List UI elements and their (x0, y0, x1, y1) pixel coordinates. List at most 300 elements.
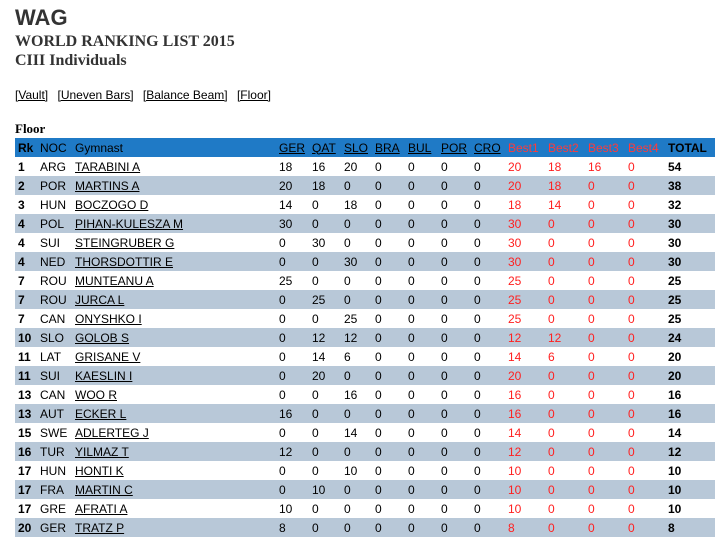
slo-cell: 10 (344, 463, 358, 478)
table-row (15, 404, 715, 423)
noc-cell: ARG (40, 159, 67, 174)
noc-cell: FRA (40, 482, 64, 497)
best3-cell: 0 (588, 501, 595, 516)
section-title: Floor (15, 121, 46, 136)
table-row (15, 423, 715, 442)
best2-cell: 0 (548, 425, 555, 440)
best1-cell: 25 (508, 292, 522, 307)
best2-cell: 18 (548, 178, 562, 193)
gymnast-link-cell[interactable]: GOLOB S (75, 330, 130, 345)
cro-cell: 0 (474, 368, 481, 383)
gymnast-link-cell[interactable]: ADLERTEG J (75, 425, 149, 440)
best3-cell: 0 (588, 197, 595, 212)
total-cell: 10 (668, 501, 682, 516)
col-best3: Best3 (588, 140, 619, 155)
rank-cell: 13 (18, 387, 32, 402)
col-best4: Best4 (628, 140, 659, 155)
por-cell: 0 (441, 520, 448, 535)
total-cell: 32 (668, 197, 682, 212)
por-cell: 0 (441, 178, 448, 193)
por-cell: 0 (441, 311, 448, 326)
noc-cell: ROU (40, 273, 67, 288)
noc-cell: CAN (40, 387, 66, 402)
table-row (15, 461, 715, 480)
ger-cell: 18 (279, 159, 293, 174)
best2-cell: 0 (548, 406, 555, 421)
gymnast-link-cell[interactable]: YILMAZ T (75, 444, 129, 459)
qat-cell: 0 (312, 387, 319, 402)
col-rank[interactable]: Rk (18, 140, 34, 155)
total-cell: 30 (668, 254, 682, 269)
qat-cell: 0 (312, 254, 319, 269)
best1-cell: 8 (508, 520, 515, 535)
qat-cell: 30 (312, 235, 326, 250)
best1-cell: 16 (508, 387, 522, 402)
best2-cell: 0 (548, 368, 555, 383)
bul-cell: 0 (408, 197, 415, 212)
best4-cell: 0 (628, 520, 635, 535)
best1-cell: 30 (508, 216, 522, 231)
rank-cell: 4 (18, 235, 25, 250)
total-cell: 16 (668, 406, 682, 421)
ger-cell: 12 (279, 444, 293, 459)
qat-cell: 0 (312, 311, 319, 326)
cro-cell: 0 (474, 159, 481, 174)
total-cell: 10 (668, 482, 682, 497)
table-row (15, 442, 715, 461)
best3-cell: 0 (588, 425, 595, 440)
qat-cell: 20 (312, 368, 326, 383)
ger-cell: 0 (279, 482, 286, 497)
slo-cell: 14 (344, 425, 358, 440)
gymnast-link-cell[interactable]: KAESLIN I (75, 368, 133, 383)
best3-cell: 0 (588, 254, 595, 269)
slo-cell: 12 (344, 330, 358, 345)
best2-cell: 0 (548, 520, 555, 535)
slo-cell: 0 (344, 178, 351, 193)
col-gymnast[interactable]: Gymnast (75, 140, 124, 155)
bra-cell: 0 (375, 387, 382, 402)
bul-cell: 0 (408, 482, 415, 497)
best2-cell: 12 (548, 330, 562, 345)
ger-cell: 25 (279, 273, 293, 288)
por-cell: 0 (441, 235, 448, 250)
bul-cell: 0 (408, 311, 415, 326)
best1-cell: 10 (508, 463, 522, 478)
gymnast-link-cell[interactable]: MARTINS A (75, 178, 140, 193)
bra-cell: 0 (375, 197, 382, 212)
best1-cell: 10 (508, 501, 522, 516)
col-total: TOTAL (668, 140, 707, 155)
noc-cell: SLO (40, 330, 65, 345)
best3-cell: 0 (588, 330, 595, 345)
table-row (15, 309, 715, 328)
bul-cell: 0 (408, 159, 415, 174)
rank-cell: 13 (18, 406, 32, 421)
rank-cell: 2 (18, 178, 25, 193)
col-cro[interactable]: CRO (474, 140, 501, 155)
qat-cell: 12 (312, 330, 326, 345)
best1-cell: 30 (508, 254, 522, 269)
col-ger[interactable]: GER (279, 140, 306, 155)
total-cell: 30 (668, 235, 682, 250)
total-cell: 25 (668, 273, 682, 288)
best4-cell: 0 (628, 349, 635, 364)
best2-cell: 0 (548, 292, 555, 307)
por-cell: 0 (441, 406, 448, 421)
best4-cell: 0 (628, 501, 635, 516)
ger-cell: 8 (279, 520, 286, 535)
table-row (15, 290, 715, 309)
best3-cell: 0 (588, 273, 595, 288)
best4-cell: 0 (628, 159, 635, 174)
best2-cell: 0 (548, 216, 555, 231)
cro-cell: 0 (474, 425, 481, 440)
rank-cell: 7 (18, 273, 25, 288)
total-cell: 8 (668, 520, 675, 535)
best4-cell: 0 (628, 387, 635, 402)
bul-cell: 0 (408, 425, 415, 440)
gymnast-link-cell[interactable]: THORSDOTTIR E (75, 254, 173, 269)
uneven-bars-link[interactable]: [Uneven Bars] (57, 88, 134, 102)
table-row (15, 328, 715, 347)
best1-cell: 25 (508, 311, 522, 326)
bul-cell: 0 (408, 463, 415, 478)
best3-cell: 0 (588, 216, 595, 231)
bra-cell: 0 (375, 444, 382, 459)
best1-cell: 25 (508, 273, 522, 288)
rank-cell: 3 (18, 197, 25, 212)
best4-cell: 0 (628, 406, 635, 421)
total-cell: 25 (668, 292, 682, 307)
best4-cell: 0 (628, 368, 635, 383)
table-row (15, 195, 715, 214)
por-cell: 0 (441, 273, 448, 288)
best4-cell: 0 (628, 425, 635, 440)
best2-cell: 0 (548, 254, 555, 269)
best2-cell: 0 (548, 501, 555, 516)
best3-cell: 0 (588, 387, 595, 402)
bul-cell: 0 (408, 292, 415, 307)
best1-cell: 12 (508, 444, 522, 459)
best1-cell: 12 (508, 330, 522, 345)
qat-cell: 0 (312, 444, 319, 459)
ger-cell: 0 (279, 425, 286, 440)
best3-cell: 0 (588, 406, 595, 421)
total-cell: 24 (668, 330, 682, 345)
rank-cell: 20 (18, 520, 32, 535)
cro-cell: 0 (474, 444, 481, 459)
por-cell: 0 (441, 292, 448, 307)
noc-cell: SUI (40, 235, 61, 250)
gymnast-link-cell[interactable]: MUNTEANU A (75, 273, 154, 288)
bra-cell: 0 (375, 273, 382, 288)
bra-cell: 0 (375, 330, 382, 345)
ger-cell: 0 (279, 235, 286, 250)
noc-cell: GRE (40, 501, 67, 516)
noc-cell: TUR (40, 444, 65, 459)
cro-cell: 0 (474, 235, 481, 250)
best1-cell: 14 (508, 349, 522, 364)
total-cell: 25 (668, 311, 682, 326)
best3-cell: 0 (588, 235, 595, 250)
qat-cell: 25 (312, 292, 326, 307)
bra-cell: 0 (375, 178, 382, 193)
total-cell: 20 (668, 349, 682, 364)
cro-cell: 0 (474, 520, 481, 535)
best3-cell: 0 (588, 292, 595, 307)
por-cell: 0 (441, 444, 448, 459)
por-cell: 0 (441, 425, 448, 440)
gymnast-link-cell[interactable]: AFRATI A (75, 501, 128, 516)
best2-cell: 0 (548, 463, 555, 478)
col-bul[interactable]: BUL (408, 140, 432, 155)
gymnast-link-cell[interactable]: TRATZ P (75, 520, 125, 535)
best3-cell: 0 (588, 482, 595, 497)
table-row (15, 271, 715, 290)
best1-cell: 18 (508, 197, 522, 212)
por-cell: 0 (441, 482, 448, 497)
slo-cell: 0 (344, 235, 351, 250)
slo-cell: 0 (344, 482, 351, 497)
table-row (15, 347, 715, 366)
por-cell: 0 (441, 254, 448, 269)
rank-cell: 17 (18, 501, 32, 516)
col-qat[interactable]: QAT (312, 140, 336, 155)
cro-cell: 0 (474, 482, 481, 497)
cro-cell: 0 (474, 463, 481, 478)
total-cell: 12 (668, 444, 682, 459)
balance-beam-link[interactable]: [Balance Beam] (142, 88, 228, 102)
por-cell: 0 (441, 501, 448, 516)
bul-cell: 0 (408, 501, 415, 516)
bul-cell: 0 (408, 273, 415, 288)
slo-cell: 0 (344, 501, 351, 516)
slo-cell: 0 (344, 292, 351, 307)
bra-cell: 0 (375, 368, 382, 383)
cro-cell: 0 (474, 406, 481, 421)
gymnast-link-cell[interactable]: JURCA L (75, 292, 125, 307)
slo-cell: 0 (344, 216, 351, 231)
best1-cell: 30 (508, 235, 522, 250)
noc-cell: POL (40, 216, 65, 231)
por-cell: 0 (441, 197, 448, 212)
bra-cell: 0 (375, 463, 382, 478)
qat-cell: 0 (312, 520, 319, 535)
noc-cell: GER (40, 520, 67, 535)
ger-cell: 0 (279, 349, 286, 364)
bul-cell: 0 (408, 368, 415, 383)
bra-cell: 0 (375, 406, 382, 421)
table-row (15, 518, 715, 537)
noc-cell: SUI (40, 368, 61, 383)
gymnast-link-cell[interactable]: WOO R (75, 387, 117, 402)
noc-cell: ROU (40, 292, 67, 307)
por-cell: 0 (441, 463, 448, 478)
best4-cell: 0 (628, 254, 635, 269)
noc-cell: SWE (40, 425, 68, 440)
qat-cell: 0 (312, 463, 319, 478)
best4-cell: 0 (628, 273, 635, 288)
gymnast-link-cell[interactable]: PIHAN-KULESZA M (75, 216, 184, 231)
apparatus-nav (15, 88, 277, 102)
slo-cell: 0 (344, 368, 351, 383)
ger-cell: 16 (279, 406, 293, 421)
ger-cell: 0 (279, 254, 286, 269)
total-cell: 38 (668, 178, 682, 193)
gymnast-link-cell[interactable]: TARABINI A (75, 159, 141, 174)
table-body (15, 157, 715, 537)
por-cell: 0 (441, 159, 448, 174)
best4-cell: 0 (628, 482, 635, 497)
ger-cell: 0 (279, 368, 286, 383)
col-best1: Best1 (508, 140, 539, 155)
best4-cell: 0 (628, 235, 635, 250)
vault-link[interactable]: [Vault] (15, 88, 49, 102)
noc-cell: HUN (40, 197, 66, 212)
rank-cell: 4 (18, 216, 25, 231)
total-cell: 16 (668, 387, 682, 402)
ger-cell: 0 (279, 463, 286, 478)
rank-cell: 17 (18, 482, 32, 497)
slo-cell: 25 (344, 311, 358, 326)
bul-cell: 0 (408, 254, 415, 269)
noc-cell: HUN (40, 463, 66, 478)
gymnast-link-cell[interactable]: ECKER L (75, 406, 127, 421)
gymnast-link-cell[interactable]: MARTIN C (75, 482, 133, 497)
qat-cell: 0 (312, 216, 319, 231)
por-cell: 0 (441, 349, 448, 364)
bra-cell: 0 (375, 425, 382, 440)
best4-cell: 0 (628, 197, 635, 212)
qat-cell: 10 (312, 482, 326, 497)
rank-cell: 11 (18, 368, 31, 383)
best4-cell: 0 (628, 444, 635, 459)
ger-cell: 30 (279, 216, 293, 231)
page-title: WAG (15, 5, 68, 30)
floor-link[interactable]: [Floor] (236, 88, 271, 102)
bra-cell: 0 (375, 520, 382, 535)
table-row (15, 176, 715, 195)
noc-cell: CAN (40, 311, 66, 326)
total-cell: 30 (668, 216, 682, 231)
best3-cell: 0 (588, 349, 595, 364)
cro-cell: 0 (474, 387, 481, 402)
cro-cell: 0 (474, 501, 481, 516)
cro-cell: 0 (474, 178, 481, 193)
ranking-list-subtitle: WORLD RANKING LIST 2015 (15, 33, 235, 50)
slo-cell: 0 (344, 273, 351, 288)
bul-cell: 0 (408, 235, 415, 250)
category-subtitle: CIII Individuals (15, 52, 127, 69)
table-row (15, 480, 715, 499)
best4-cell: 0 (628, 463, 635, 478)
col-slo[interactable]: SLO (344, 140, 369, 155)
ger-cell: 20 (279, 178, 293, 193)
cro-cell: 0 (474, 292, 481, 307)
qat-cell: 0 (312, 425, 319, 440)
total-cell: 10 (668, 463, 682, 478)
ger-cell: 0 (279, 330, 286, 345)
bul-cell: 0 (408, 387, 415, 402)
best3-cell: 0 (588, 178, 595, 193)
table-row (15, 499, 715, 518)
best3-cell: 0 (588, 368, 595, 383)
best2-cell: 0 (548, 273, 555, 288)
best2-cell: 6 (548, 349, 555, 364)
slo-cell: 30 (344, 254, 358, 269)
noc-cell: AUT (40, 406, 64, 421)
best1-cell: 20 (508, 368, 522, 383)
cro-cell: 0 (474, 311, 481, 326)
bra-cell: 0 (375, 159, 382, 174)
table-row (15, 233, 715, 252)
bul-cell: 0 (408, 216, 415, 231)
bra-cell: 0 (375, 292, 382, 307)
best2-cell: 0 (548, 311, 555, 326)
bul-cell: 0 (408, 178, 415, 193)
best3-cell: 0 (588, 463, 595, 478)
best1-cell: 10 (508, 482, 522, 497)
slo-cell: 0 (344, 520, 351, 535)
bra-cell: 0 (375, 501, 382, 516)
gymnast-link-cell[interactable]: STEINGRUBER G (75, 235, 175, 250)
gymnast-link-cell[interactable]: ONYSHKO I (75, 311, 142, 326)
qat-cell: 0 (312, 273, 319, 288)
total-cell: 20 (668, 368, 682, 383)
ger-cell: 0 (279, 311, 286, 326)
col-noc[interactable]: NOC (40, 140, 67, 155)
bul-cell: 0 (408, 520, 415, 535)
col-bra[interactable]: BRA (375, 140, 400, 155)
qat-cell: 0 (312, 406, 319, 421)
gymnast-link-cell[interactable]: HONTI K (75, 463, 124, 478)
best2-cell: 0 (548, 482, 555, 497)
table-row (15, 157, 715, 176)
gymnast-link-cell[interactable]: BOCZOGO D (75, 197, 149, 212)
col-best2: Best2 (548, 140, 579, 155)
por-cell: 0 (441, 216, 448, 231)
cro-cell: 0 (474, 254, 481, 269)
rank-cell: 4 (18, 254, 25, 269)
ger-cell: 10 (279, 501, 293, 516)
bra-cell: 0 (375, 235, 382, 250)
noc-cell: POR (40, 178, 67, 193)
slo-cell: 16 (344, 387, 358, 402)
noc-cell: LAT (40, 349, 62, 364)
best1-cell: 20 (508, 159, 522, 174)
best2-cell: 18 (548, 159, 562, 174)
best1-cell: 20 (508, 178, 522, 193)
best3-cell: 0 (588, 444, 595, 459)
rank-cell: 15 (18, 425, 32, 440)
best4-cell: 0 (628, 330, 635, 345)
cro-cell: 0 (474, 349, 481, 364)
best4-cell: 0 (628, 292, 635, 307)
qat-cell: 18 (312, 178, 326, 193)
best2-cell: 0 (548, 444, 555, 459)
por-cell: 0 (441, 368, 448, 383)
best4-cell: 0 (628, 216, 635, 231)
bra-cell: 0 (375, 349, 382, 364)
por-cell: 0 (441, 330, 448, 345)
col-por[interactable]: POR (441, 140, 468, 155)
gymnast-link-cell[interactable]: GRISANE V (75, 349, 141, 364)
rank-cell: 1 (18, 159, 25, 174)
best3-cell: 0 (588, 520, 595, 535)
table-row (15, 366, 715, 385)
best1-cell: 16 (508, 406, 522, 421)
